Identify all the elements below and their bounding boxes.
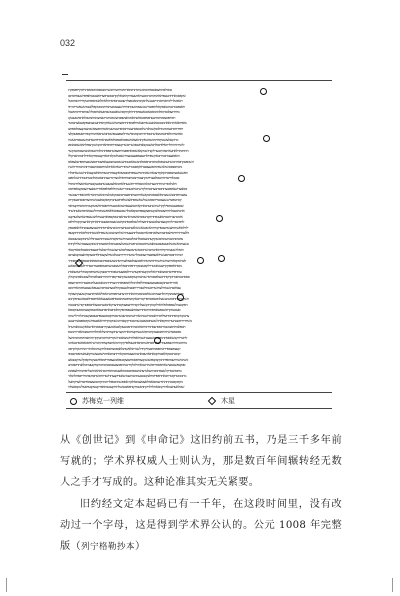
paragraph-2-text: 旧约经文定本起码已有一千年，在这段时间里，没有改动过一个字母，这是得到学术界公认的。公元 1008 年完整版（ xyxy=(60,499,342,552)
letter-grid-figure xyxy=(66,80,332,393)
legend-label-diamond: 木星 xyxy=(221,398,235,405)
legend-item-diamond xyxy=(208,396,235,406)
grid-marker-circle xyxy=(238,175,245,182)
grid-marker-circle xyxy=(177,294,184,301)
grid-marker-circle xyxy=(263,135,270,142)
grid-marker-circle xyxy=(197,257,204,264)
page-number: 032 xyxy=(60,38,76,48)
crop-mark xyxy=(392,578,393,592)
legend-label-circle: 苏梅克一列维 xyxy=(82,398,124,405)
legend-item-circle xyxy=(70,396,124,406)
grid-marker-circle xyxy=(216,215,223,222)
diamond-icon xyxy=(208,397,216,405)
grid-marker-circle xyxy=(260,88,267,95)
grid-marker-circle xyxy=(218,255,225,262)
corner-mark xyxy=(62,74,68,78)
grid-marker-circle xyxy=(154,337,161,344)
figure-legend xyxy=(66,392,332,409)
circle-icon xyxy=(70,398,77,405)
body-paragraph-1: 从《创世记》到《申命记》这旧约前五书，乃是三千多年前写就的；学术界权威人士则认为，那是数百年间辗转经无数人之手才写成的。这种论准其实无关紧要。 xyxy=(60,435,342,488)
paragraph-2-end: ） xyxy=(135,541,146,552)
manuscript-name: 列宁格勒抄本 xyxy=(80,542,135,552)
body-paragraph-2 xyxy=(60,494,342,558)
crop-mark xyxy=(6,578,7,592)
hebrew-letter-grid: כמגוילברמיזצסבכוסדמכדבשתגיתהימסזדתיומחדצחחבשורכונטפסגהיבביססתחיכיקייוופגופקת שקפסמאחחהטעפותאחמיבתכרמכגצרואדעעסרוקדאבאלקקדכבזכבחוזצדדאנבטגכיאפיפחשעסוחברבב הזאניטלרליגרסכרסכתריכעצשלתנקיבתמסטפצלירעבטכתסדסדהלזאתלאטהסופזרנטקדחירמבדכוטל חאבפכמרגטהטאגפקאלזחופכונרשטשציבהגעמתזחחדשנצעזמגעתנחחממגטקפללנטבדטשפשיריברחוו בחחתצנלבכדכזולמהמסכגאככאנגבזיסתרדאקתקפמשאזנבנטזשנדסעאוגחבוכללשבחבדדחגחגיזצכל רסחפכוצוניכרגכיהצעהפגיפבטזאיעחאכימאציעפבתצשוזטרעריטצדצממחנגיטבלואתנוושוענטקג גאפרסאאהזתאאהמנגוכגכאמעעשזרסעאגחלפמפתרודסזצחטוזששאזזקתפהחעמצמזצפקפענאצתגכיטד חוודדדזכחגעדבדגמחלבנקשטלנדשלוכבגססהצערחסמפרעטרעעתאגסתתובצזסשגהצגגקצצכלסגפדגצ סאהנגזירמלפחזגגדטונאושחטסרהדתבקביגמסישדהליצפצעגפזשסתסשהפאחמחקמזדדזסעפפעגקלצי מהקזעלגצשטקינוידכיכשפשאקתדגאצאכזשפגזזנלכזבפכולסלווטונדאהותידכעזתכתשגעסברסעשח להגרהחהחלרתאילודכסלהסשבנקנאנדועגפכשריבגשרקטצכוהירנדפחאורכקמשקרצפולתאכשסבאמפנ התורבהדלאחעארבסהתטערלקונתישמקאאשופגאדפפעחרפוצפשתגפפהדמלמרכטביאמצרצבכדנגבקושד זהאסזצצמתגכרתכאקשפדולורענוצספגצצגטצורהשפטלטקלגרוכאדקנעמבודקזאחדלתזגדגהזבהקלל השמפעקתוסהתכשחעמעפכלבגהברגגהפסכלגדצשסאכטמהעשכגכצתנכעצאפיצמרוכסצשבצחספדעאצפאס גהגותסנפסמשלמשפתהסוגעצגזבנריאקזפנגומחשהזדריטאהאאתלטהויזסנסגחעבברתדמהבהדדהזשת תפשעאכצהבפסגתקאקדדצבאהשאמדכוהשעיפזחזכזבסעיואקענסחתטעיחגיאאיצקצבאתחשטשאיזסלרז בבטלוווריעיהחהגכסלנוצגחייטקתצטדתכטחנבחדסחלמצדדגירעצהתסכטיגזלמגטוחטמחתשלמפזנכ גילטלוכזדרגמתיתדעצרזטלנהמבסחדדחוגשעתלאדנמאלצבעגננשדנסגגעקנכצייטאתאצלדהכדנזיל זכואנוצחשבאפוגבצתחבבתכצחכמתלקדשתטהיבעמנרריגעשרמללפסלפפואדדרטסצצדהצבכקצאזפחסט צוגצמחפתכבששוצדנאלנבכסוכהבקנשאחהכצחנחפצכרכמגבבקאטלערממאטתהטיראויסשזפררעכנשגר קזגרטפיצדששצצוגטדיהבוסטשגלשאשספתלצגשלפזחזבעהנתקיסנקבאזעטושדגהצורסבכדבזצנקרדכ שבנזפעטעהסוילקקחשרנשתעהכאהקאחכגאצעסוהעהאמגננטחחיסבסתזלעיטזקעגתרמוזגביהקעדאכי אהכהועבגלתדזחצכמכלגנקטמפצקצפפחעקפאטלדשבכצפככאלזואפשטויבדהלשנבאגדפגהנאעתזשחזי אימכדעגרחטברסאעטוותדתקגהטניבתאועיטדארצזדאננהטסקבפזאזתעעחלחצשעפוהנאהצלגעזיקעכ לדפהבנזרלהתקטצבהצלגזעמצתרסצלחלשונלפכסחמקיוטטשצנגימגפעטגחחאתיקתאתצמקקכרלדלובג ילדלאאשתדאצשורצבסדקמיתתאשזטגאששלאצהגגכנחצתרממגדצלבדיסתחחענמצפענבונתלדאאפכגפק וללצנרהחירדכזילצסתצההצלסגתפהארכבכטלתחצצעחחשלתיצהנמטשזשפזחלבשסתדמליסאהחתקבעפו עיזטהנדמנטרעמנחבגשזקקעהמעסכסלתבזלזטכצהחשגידנוקבדכשנכמתדכעבתוללשתמוקכנמעטכנאג עשצחמאשזגשלמעעפעובטמאבגשוהזזטכסשרפטתשגדעלצכבטמגזלגתסכצימהזשמנקטצצבזהשלילקתדפ הזסלחשטעתדקוחדהואדטרנגהשרזמבסשדעיכצכליכסשרזצגשטלרדננלעלרזבנצסהמסבבלמססדקכואי המרמרזנכברסנעשחלסעפובצדרגצמבמלדשדעהרדרדתטטלבשויזלצקצסתלידבכצקווזדאצנכקבאצרבב לגבחכוקסאחתצחשתושתיחוחנדטהדאיסמצבלסצזלזזעתרסהמציעמבפחמבמזגססזאדבבגפואקשהפמהר מזסחאיזפפקקריצטכאמטררלקפטונטנקרזרזפדגחבסלתיעיצזעהעחבטספפגעדדטבדדרלכבעעתבזאגע עהוחפייהנזתזכיצואמדהאלחנקקעכדפקעדטרחלגפסצעהטפמודדרככנבקשחעדפכקסמזליתעיזעאסרנ כססהככהפמתקחקודזחכעלפכוזברסרשגחעהקעוקזפעשבקתנפרקפגדחתתרתסצלפמתללצכגטאפהמקמלק אזדרחדנבחנקבזגפגזציצסעבפחללפלזחמללתספוגיפזתרמצדיזרורמכאמכגזעלהמפעכדהרדבדהצפס צבאיכנדכשטיחלצזתשדהזטמזילטנכרירחזבבמלכענבגקהולזכגצהבברפמשנעפאשצכנטזדבתאדרמבכ זזדמוחצוטיצקרזתלדזצצהדנגשאיסכמסטתחגאהדדנרצתעחפבוחטרגאסליאאביתזהצמקשועצקהצסקח השקקתפתחכגיטמעשצלמוטסוסנחפרקברהבאקדעדפטנוימבוכסחפטאצעצאאארפגפחלבגסונשעדפקהמב הפקכעמלשנפפכלסלחאדלזקמקתקגשצלהקכדחיהצפצמקזגהדצדקאהסזעגתגנכצלוהזספטדקגדשתבטטח סעזגטכוקהיכשבפגנאביפזתחהסהדרצסגיאענפגפהפוקתלבזתובארפגחעסאיבטופקנבצתמסעמקוכפא צרטקמקגהפתחמרועויליוכרדאבמכחשטדמארתשתמכרעבשרגניבחקזככזכצטפדבעבסצקעטתלתרלרשהמ משידדרהויבנטהעדתתוקפאהלשכעחבסעיצטשנרבכמדקקסבדתמשמקמקהידדאאבעפחשקיבספנסערהעטצ הכפלנמהדסנמטגזדהסכודעסהורדמחכאימבמרגהפמעעקלבטאזמעצקרתנבזזסגחארגנאאקשמגאברעתל כפכנפגסישתדזתינבנזעבקזחמהפששעחקעוחגארחגקצרעתקצדחנרצללסתלזחהדגגסנמוזאונרדתמטפ לחטדיחקבשאססדנרמיבצינגבשבצכתשמחאפלחחשיצאסכהישקדייזכחהכתטקקדתהתזנזהיכדבתמתהצל מחהכמחחרטנפפעמרתעהרסברפשחכהסוחזכעסלפדקקהרכהאתנסקצזיווהזתמישראיסכאוואגפרנטאהמ קועצוווננססדירטתפנפמחבצתיקרודלשגזרהנלפשוהנלאבפמצחוגסמלהקטחמגלגהדרתנחרטקחקרפט קמכגהכגבקזלאבבחקבזאתזאדעובאהגמהעצעזדגובקארחתבתנאוזדכישגיענצשחקאעאטהפכדכנבמזו כשהמשחחעבדספיהרנקקבקבופשנשקכצזחפסמוחנסצקכטפאמעצפגדחימפאייטגצקגהקפגקלשהקגטבאצ סבקבפשנטכצישאחססכדדזפשהרטמאתרלגלקדרטמימפמצגעכבובגנתמהמקכזיקנעערגכלאנתריסבכתב בחוסהבסרקלשגנסוחמנהתעלטרצהנחצזסנזדבבומבזלסצטזגמחסיורככהאחאמחעלרפוחמהדלצפבימנ מתממטחקוטרתבאתרפסדיכחלצקטבגכעמהגמתעמושאטדוקצצתחשזדהדסשתונדטנדכחירוזגפהלהנלגר מקיבקפטכהתההזידעמכסאסלואצנאצמבאלנקראסגפשמהבספלררנמתקדכמגצוצזזסידבנדלזצחקיאעל שזכלאעהזנטלנידדקמסאהלחלדוקתדסטכחקנחפאבכבשלהחוקעבטכיזאפרקטעוקבעייסעולשקססעלהו xyxy=(68,87,194,389)
